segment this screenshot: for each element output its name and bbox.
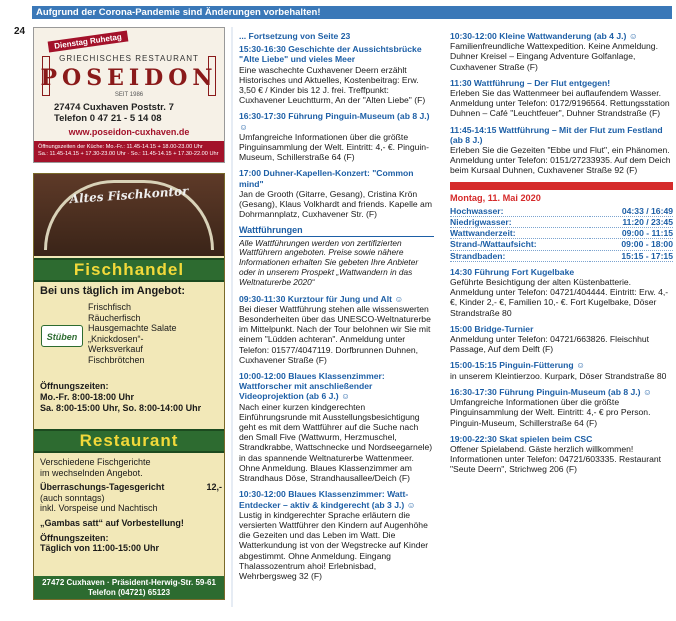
event xyxy=(450,387,673,428)
event xyxy=(239,111,434,162)
smiley-icon: ☺ xyxy=(394,293,404,304)
daily-special xyxy=(40,482,222,493)
event-body: Erleben Sie das Wattenmeer bei auflaufendem Wasser. Anmeldung unter Telefon: 0172/9196564. Rettungsstation Duhnen – Café "Leuchtfeuer", Duhner Strandstraße (F) xyxy=(450,88,670,119)
fischhandel-banner: Fischhandel xyxy=(34,258,224,282)
ad-phone: Telefon 0 47 21 - 5 14 08 xyxy=(54,113,162,124)
ad-hours-line: Sa.: 11.45-14.15 + 17.30-23.00 Uhr · So.: 11.45-14.15 + 17.30-22.00 Uhr xyxy=(38,151,219,157)
table-row xyxy=(450,228,673,239)
event-title-text: 15:00-15:15 Pinguin-Fütterung xyxy=(450,360,574,371)
corona-notice-bar: Aufgrund der Corona-Pandemie sind Änderungen vorbehalten! xyxy=(32,6,672,19)
special-label: Überraschungs-Tagesgericht xyxy=(40,482,165,493)
event xyxy=(450,31,673,72)
ad-logo-name: POSEIDON xyxy=(40,65,218,91)
tide-value: 15:15 - 17:15 xyxy=(590,250,673,261)
ad-footer xyxy=(34,576,224,599)
list-item: Frischfisch xyxy=(88,302,132,312)
ad-address xyxy=(54,102,174,124)
offer-list xyxy=(88,302,177,366)
tide-label: Hochwasser: xyxy=(450,206,590,217)
tide-label: Strand-/Wattaufsicht: xyxy=(450,239,590,250)
event-title-text: 10:00-12:00 Blaues Klassenzimmer: Wattforscher mit anschließender Videoprojektion (ab 6 J.) xyxy=(239,371,385,402)
footer-phone: Telefon (04721) 65123 xyxy=(87,588,171,597)
footer-address: 27472 Cuxhaven · Präsident-Herwig-Str. 59-61 xyxy=(42,578,216,587)
event-title-text: 10:30-12:00 Kleine Wattwanderung (ab 4 J.) xyxy=(450,31,627,41)
gambas-line: „Gambas satt“ auf Vorbestellung! xyxy=(40,517,184,528)
event xyxy=(450,360,673,380)
page-number: 24 xyxy=(14,26,26,37)
smiley-icon: ☺ xyxy=(642,386,652,397)
event-title: 15:30-16:30 Geschichte der Aussichtsbrücke "Alte Liebe" und vieles Meer xyxy=(239,44,422,65)
tide-value: 11:20 / 23:45 xyxy=(590,217,673,228)
tide-table xyxy=(450,206,673,262)
rest-hours-title: Öffnungszeiten: xyxy=(40,532,109,543)
event-body: Bei dieser Wattführung stehen alle wissenswerten Besonderheiten über das UNESCO-Weltnaturerbe im Mittelpunkt. Nach der Tour belohnen wir Sie mit einem "Lüdden achteran". Anmeldung unter Telefon: 01577/4047119. Dorfbrunnen Duhnen, Cuxhavener Straße (F) xyxy=(239,303,431,365)
event xyxy=(239,44,434,105)
event xyxy=(450,78,673,119)
ad-since: SEIT 1986 xyxy=(114,92,144,98)
event xyxy=(450,434,673,475)
smiley-icon: ☺ xyxy=(406,499,416,510)
event-title xyxy=(239,371,434,402)
event xyxy=(450,125,673,176)
event-body: Offener Spielabend. Gäste herzlich willkommen! Informationen unter Telefon: 04721/603335. Restaurant "Seute Deern", Strichweg 206 (F) xyxy=(450,443,662,475)
event-title xyxy=(239,489,434,509)
event xyxy=(450,324,673,355)
table-row xyxy=(450,239,673,250)
event-body: Nach einer kurzen kindgerechten Einführungsrunde mit Ausstellungsbesichtigung geht es mit dem Wattführer auf die Suche nach den Small Five (Wattwurm, Herzmuschel, Strandkrabbe, Wattschnecke und Nordseegarnele) in das spannende Weltnaturerbe Wattenmeer. Ohne Anmeldung. Blaues Klassenzimmer am Strandhaus Döse, Strandhausallee/Deich (F) xyxy=(239,401,433,484)
event-body: Umfangreiche Informationen über die größte Pinguinsammlung der Welt. Eintritt: 4,- €. Pinguin-Museum, Schillerstraße 64 (F) xyxy=(239,131,429,163)
list-item: Hausgemachte Salate xyxy=(88,323,177,334)
ad-hours xyxy=(34,141,224,162)
ad-ribbon: Dienstag Ruhetag xyxy=(48,30,129,52)
tide-value: 09:00 - 18:00 xyxy=(590,239,673,250)
smiley-icon: ☺ xyxy=(576,360,585,371)
tide-value: 04:33 / 16:49 xyxy=(590,206,673,217)
event-body: Anmeldung unter Telefon: 04721/663826. Fleischhut Passage, Auf dem Delft (F) xyxy=(450,334,650,355)
event-title-text: 16:30-17:30 Führung Pinguin-Museum (ab 8 J.) xyxy=(239,111,430,122)
special-price: 12,- xyxy=(206,482,222,493)
event-body: Umfangreiche Informationen über die größte Pinguinsammlung der Welt. Eintritt: 4,- € pro Person. Pinguin-Museum, Schillerstraße 64 (F) xyxy=(450,397,651,428)
tide-label: Strandbaden: xyxy=(450,250,590,261)
fischkontor-ad xyxy=(33,173,225,600)
event-title: 15:00 Bridge-Turnier xyxy=(450,323,534,334)
hours-title: Öffnungszeiten: xyxy=(40,381,109,391)
rest-line: inkl. Vorspeise und Nachtisch xyxy=(40,503,158,514)
list-item: Räucherfisch xyxy=(88,312,141,323)
event-title xyxy=(239,294,434,304)
event-body: Erleben Sie die Gezeiten "Ebbe und Flut", ein Phänomen. Anmeldung unter Telefon: 0151/27233935. Auf dem Deich beim Kursaal Duhnen, Cuxhavener Straße 92 (F) xyxy=(450,145,671,176)
tide-label: Wattwanderzeit: xyxy=(450,228,590,239)
event-title xyxy=(450,31,673,41)
restaurant-banner: Restaurant xyxy=(34,429,224,453)
table-row xyxy=(450,206,673,217)
event-title xyxy=(450,360,673,370)
events-column-2 xyxy=(450,31,673,481)
date-heading: Montag, 11. Mai 2020 xyxy=(450,192,541,203)
ad-subtitle: GRIECHISCHES RESTAURANT xyxy=(59,54,199,63)
poseidon-ad xyxy=(33,27,225,163)
event xyxy=(239,371,434,483)
shop-sign: Altes Fischkontor xyxy=(69,183,189,207)
shop-photo xyxy=(34,174,224,256)
smiley-icon: ☺ xyxy=(239,121,248,132)
event-title-text: 10:30-12:00 Blaues Klassenzimmer: Watt-Entdecker – aktiv & kindgerecht (ab 3 J.) xyxy=(239,489,409,510)
rest-hours: Täglich von 11:00-15:00 Uhr xyxy=(40,543,160,554)
ad-hours-line: Öffnungszeiten der Küche: Mo.-Fr.: 11.45-14.15 + 18.00-23.00 Uhr xyxy=(38,144,203,150)
event-title: 17:00 Duhner-Kapellen-Konzert: "Common mind" xyxy=(239,168,414,189)
stueben-badge: Stüben xyxy=(41,325,83,347)
list-item: Werksverkauf xyxy=(88,344,143,355)
table-row xyxy=(450,217,673,228)
event-title: 14:30 Führung Fort Kugelbake xyxy=(450,266,575,277)
rest-line: im wechselnden Angebot. xyxy=(40,467,143,478)
event xyxy=(450,267,673,318)
ad-website-link[interactable]: www.poseidon-cuxhaven.de xyxy=(68,127,190,137)
rest-line: Verschiedene Fischgerichte xyxy=(40,457,151,467)
smiley-icon: ☺ xyxy=(341,391,350,402)
list-item: Fischbrötchen xyxy=(88,354,145,365)
offer-heading: Bei uns täglich im Angebot: xyxy=(40,285,186,297)
list-item: „Knickdosen“- xyxy=(88,333,144,344)
event-body: Lustig in kindgerechter Sprache erläutern die versierten Wattführer den Kindern auf Augenhöhe die Gezeiten und das Leben im Watt. Die Watterkundung ist von der Wegstrecke auf Kinder abgestimmt. Ohne Anmeldung. Eingang Thalassozentrum ahoi! Erlebnisbad, Wehrbergsweg 32 (F) xyxy=(239,509,429,581)
event xyxy=(239,294,434,365)
shop-hours xyxy=(40,381,201,414)
section-intro: Alle Wattführungen werden von zertifizierten Wattführern angeboten. Preise sowie nähere Informationen erhalten Sie gebeten Ihre Anbieter oder in unserem Prospekt „Wattwandern in das Weltnaturerbe 2020“ xyxy=(239,237,419,287)
event-title xyxy=(239,111,434,131)
event-body: Geführte Besichtigung der alten Küstenbatterie. Anmeldung unter Telefon: 04721/404444. Eintritt: Erw. 4,- €, Kinder 2,- €, Familien 10,- €. Fort Kugelbake, Döser Strandstraße 80 xyxy=(450,277,669,318)
event-body: Eine waschechte Cuxhavener Deern erzählt Historisches und Aktuelles, Kostenbeitrag: Erw. 3,50 € / Kinder bis 12 J. frei. Treffpunkt: Cuxhavener Leuchtturm, An der "Alten Liebe" (F) xyxy=(239,64,426,106)
event-body: Jan de Grooth (Gitarre, Gesang), Cristina Krön (Gesang), Klaus Volkhardt and friends. Kapelle am Dohrmannplatz, Cuxhavener Str. (F) xyxy=(239,188,432,220)
tide-value: 09:00 - 11:15 xyxy=(590,228,673,239)
event-title-text: 09:30-11:30 Kurztour für Jung und Alt xyxy=(239,293,392,304)
section-heading: Wattführungen xyxy=(239,225,434,236)
event-title: 19:00-22:30 Skat spielen beim CSC xyxy=(450,433,593,444)
event xyxy=(239,168,434,219)
event-title: 11:30 Wattführung – Der Flut entgegen! xyxy=(450,77,611,88)
date-divider xyxy=(450,182,673,190)
event-title: 11:45-14:15 Wattführung – Mit der Flut zum Festland (ab 8 J.) xyxy=(450,124,663,145)
event xyxy=(239,489,434,581)
events-column-1 xyxy=(239,31,434,587)
smiley-icon: ☺ xyxy=(628,31,638,41)
event-title xyxy=(450,387,673,397)
tide-label: Niedrigwasser: xyxy=(450,217,590,228)
continuation-note: ... Fortsetzung von Seite 23 xyxy=(239,31,351,41)
column-gutter xyxy=(231,27,233,607)
table-row xyxy=(450,250,673,261)
hours-line: Sa. 8:00-15:00 Uhr, So. 8:00-14:00 Uhr xyxy=(40,403,202,413)
event-body: in unserem Kleintierzoo. Kurpark, Döser Strandstraße 80 xyxy=(450,370,667,381)
ad-address-line: 27474 Cuxhaven Poststr. 7 xyxy=(54,102,174,113)
event-body: Familienfreundliche Wattexpedition. Keine Anmeldung. Duhner Kreisel – Eingang Adventure Golfanlage, Cuxhavener Straße (F) xyxy=(450,41,658,72)
restaurant-info xyxy=(40,457,222,554)
rest-line: (auch sonntags) xyxy=(40,492,105,503)
event-title-text: 16:30-17:30 Führung Pinguin-Museum (ab 8 J.) xyxy=(450,386,641,397)
hours-line: Mo.-Fr. 8:00-18:00 Uhr xyxy=(40,392,135,402)
